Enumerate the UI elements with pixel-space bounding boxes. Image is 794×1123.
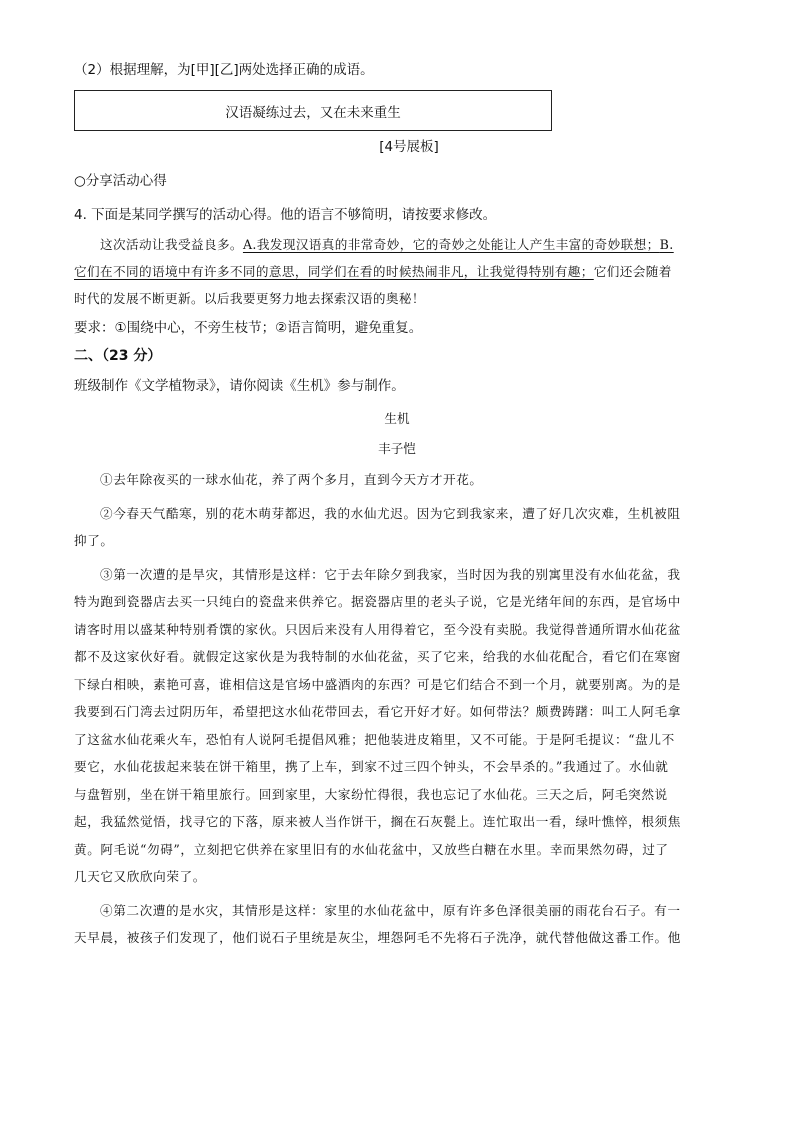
- essay-segment: 这次活动让我受益良多。: [100, 237, 243, 252]
- essay-sentence-b: 它们在不同的语境中有许多不同的意思，同学们在看的时候热闹非凡，让我觉得特别有趣；: [74, 264, 594, 279]
- essay-sentence-a: A.我发现汉语真的非常奇妙，它的奇妙之处能让人产生丰富的奇妙联想；: [242, 237, 660, 252]
- essay-segment: 它们还会随着: [593, 264, 672, 279]
- share-heading: ○分享活动心得: [74, 173, 167, 189]
- article-body: [74, 466, 720, 952]
- banner-text: 汉语凝练过去，又在未来重生: [225, 104, 401, 121]
- section-2-intro: 班级制作《文学植物录》，请你阅读《生机》参与制作。: [74, 378, 405, 394]
- article-line: 几天它又欣欣向荣了。: [74, 869, 206, 884]
- article-line: 我要到石门湾去过阴历年，希望把这水仙花带回去，看它开好才好。如何带法？颇费踌躇：叫工人阿毛拿: [74, 704, 681, 719]
- document-page: [74, 60, 720, 952]
- exhibition-banner: [74, 90, 552, 131]
- article-line: ①去年除夜买的一球水仙花，养了两个多月，直到今天方才开花。: [100, 472, 483, 487]
- question-4-prompt: 4. 下面是某同学撰写的活动心得。他的语言不够简明，请按要求修改。: [74, 207, 497, 223]
- banner-label: [4号展板]: [379, 139, 439, 155]
- article-line: ②今春天气酷寒，别的花木萌芽都迟，我的水仙尤迟。因为它到我家来，遭了好几次灾难，生机被阻: [100, 505, 681, 521]
- essay-line-1: [74, 231, 720, 258]
- article-line: 下绿白相映，素艳可喜，谁相信这是官场中盛酒肉的东西？可是它们结合不到一个月，就要别离。为的是: [74, 676, 681, 692]
- essay-sentence-b-marker: B.: [659, 237, 674, 252]
- article-line: 起，我猛然觉悟，找寻它的下落，原来被人当作饼干，搁在石灰甏上。连忙取出一看，绿叶憔悴，根须焦: [74, 814, 681, 829]
- article-line: 抑了。: [74, 533, 114, 548]
- article-line: 请客时用以盛某种特别肴馔的家伙。只因后来没有人用得着它，至今没有卖脱。我觉得普通所谓水仙花盆: [74, 621, 681, 637]
- article-line: ③第一次遭的是旱灾，其情形是这样：它于去年除夕到我家，当时因为我的别寓里没有水仙花盆，我: [100, 566, 681, 582]
- article-line: ④第二次遭的是水灾，其情形是这样：家里的水仙花盆中，原有许多色泽很美丽的雨花台石子。有一: [100, 902, 681, 918]
- essay-line-3: 时代的发展不断更新。以后我要更努力地去探索汉语的奥秘！: [74, 291, 425, 306]
- requirement: 要求：①围绕中心，不旁生枝节；②语言简明，避免重复。: [74, 320, 423, 336]
- section-2-heading: 二、（23 分）: [74, 348, 162, 364]
- article-line: 特为跑到瓷器店去买一只纯白的瓷盘来供养它。据瓷器店里的老头子说，它是光绪年间的东西，是官场中: [74, 594, 681, 609]
- article-author: 丰子恺: [378, 441, 416, 456]
- article-line: 都不及这家伙好看。就假定这家伙是为我特制的水仙花盆，买了它来，给我的水仙花配合，看它们在寒窗: [74, 649, 681, 664]
- student-essay: [74, 231, 720, 312]
- article-line: 了这盆水仙花乘火车，恐怕有人说阿毛提倡风雅；把他装进皮箱里，又不可能。于是阿毛提议：“盘儿不: [74, 731, 675, 747]
- article-line: 要它，水仙花拔起来装在饼干箱里，携了上车，到家不过三四个钟头，不会旱杀的。”我通过了。水仙就: [74, 759, 669, 774]
- article-line: 与盘暂别，坐在饼干箱里旅行。回到家里，大家纷忙得很，我也忘记了水仙花。三天之后，阿毛突然说: [74, 786, 668, 802]
- article-title: 生机: [384, 411, 410, 426]
- article-line: 天早晨，被孩子们发现了，他们说石子里统是灰尘，埋怨阿毛不先将石子洗净，就代替他做这番工作。他: [74, 930, 681, 945]
- article-line: 黄。阿毛说“勿碍”，立刻把它供养在家里旧有的水仙花盆中，又放些白糖在水里。幸而果然勿碍，过了: [74, 841, 669, 857]
- question-2-prompt: （2）根据理解，为[甲][乙]两处选择正确的成语。: [74, 62, 374, 78]
- essay-line-2: [74, 258, 720, 285]
